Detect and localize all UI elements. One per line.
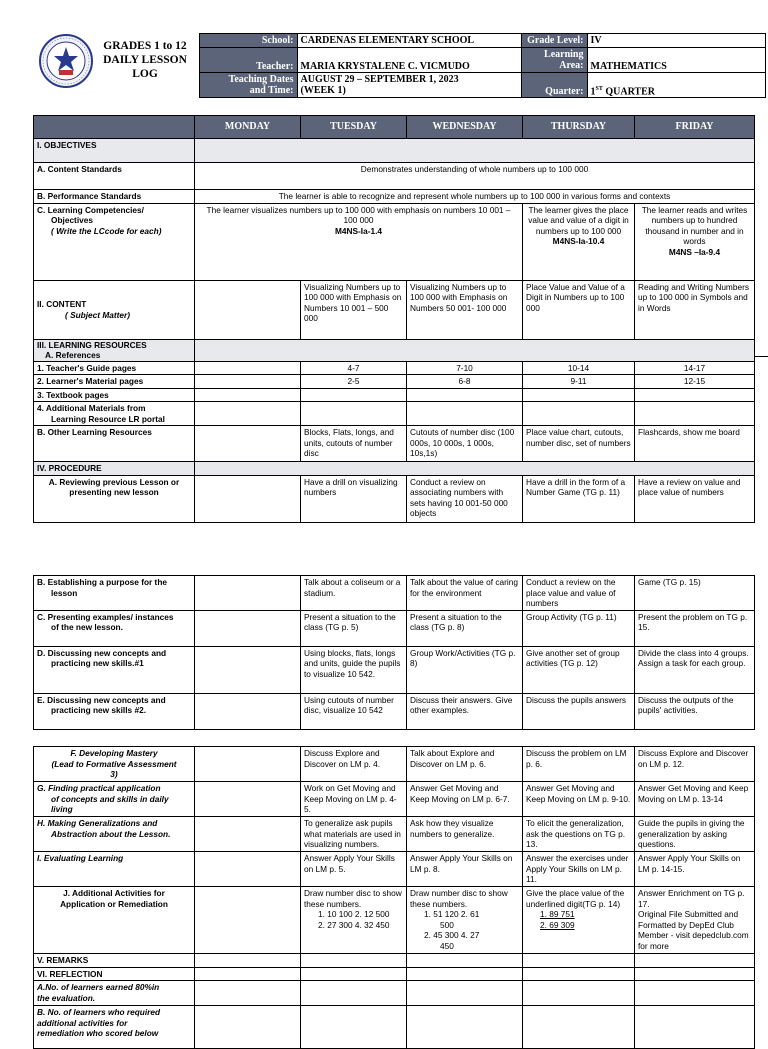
j-tuesday-line-1: 1. 10 100 2. 12 500: [318, 909, 390, 919]
c-wednesday: Present a situation to the class (TG p. 8): [407, 610, 523, 646]
lc-thursday-code: M4NS-Ia-10.4: [552, 236, 605, 246]
am-friday: [635, 402, 755, 426]
day-header-thursday: THURSDAY: [523, 116, 635, 139]
lesson-log-table-part-2: [33, 575, 755, 730]
i-tuesday: Answer Apply Your Skills on LM p. 5.: [301, 852, 407, 887]
d-monday: [195, 646, 301, 693]
procedure-f-label-1: F. Developing Mastery: [70, 748, 158, 758]
teacher-value: MARIA KRYSTALENE C. VICMUDO: [297, 48, 521, 73]
quarter-suffix: ST: [595, 85, 603, 92]
remarks-label: V. REMARKS: [34, 954, 195, 968]
am-tuesday: [301, 402, 407, 426]
teacher-label: Teacher:: [199, 48, 297, 73]
learners-material-label: 2. Learner's Material pages: [34, 375, 195, 389]
rb-monday: [195, 1006, 301, 1049]
tb-tuesday: [301, 388, 407, 402]
procedure-b-label: [34, 576, 195, 611]
teaching-dates-value-2: (WEEK 1): [300, 85, 346, 96]
other-friday: Flashcards, show me board: [635, 426, 755, 462]
log-title-line-1: GRADES 1 to 12: [103, 40, 187, 52]
j-thursday-line-2: 2. 69 309: [540, 919, 575, 930]
e-friday: Discuss the outputs of the pupils' activities.: [635, 693, 755, 729]
school-value: CARDENAS ELEMENTARY SCHOOL: [297, 34, 521, 48]
tb-wednesday: [407, 388, 523, 402]
reflection-tuesday: [301, 967, 407, 981]
procedure-c-label: [34, 610, 195, 646]
learning-competencies-label: [34, 203, 195, 280]
lc-friday-code: M4NS –Ia-9.4: [668, 246, 721, 257]
reflection-a-row: [34, 981, 755, 1006]
reflection-row: [34, 967, 755, 981]
am-wednesday: [407, 402, 523, 426]
c-monday: [195, 610, 301, 646]
i-friday: Answer Apply Your Skills on LM p. 14-15.: [635, 852, 755, 887]
procedure-blank: [195, 462, 755, 476]
learning-resources-title: III. LEARNING RESOURCES: [37, 339, 147, 350]
b-wednesday: Talk about the value of caring for the environment: [407, 576, 523, 611]
d-wednesday: Group Work/Activities (TG p. 8): [407, 646, 523, 693]
textbook-row: [34, 388, 755, 402]
e-monday: [195, 693, 301, 729]
b-thursday: Conduct a review on the place value and value of numbers: [523, 576, 635, 611]
b-friday: Game (TG p. 15): [635, 576, 755, 611]
procedure-j-label-1: J. Additional Activities for: [63, 888, 165, 898]
day-header-row: [34, 116, 755, 139]
content-row: [34, 280, 755, 339]
procedure-d-row: [34, 646, 755, 693]
procedure-e-label: [34, 693, 195, 729]
j-wednesday-line-2b: 450: [440, 940, 454, 951]
ra-monday: [195, 981, 301, 1006]
reflection-a-label: [34, 981, 195, 1006]
reflection-a-label-1: A.No. of learners earned 80%in: [37, 982, 160, 992]
j-friday-credit: Original File Submitted and Formatted by DepEd Club Member - visit depedclub.com for more: [638, 909, 749, 951]
am-thursday: [523, 402, 635, 426]
ra-friday: [635, 981, 755, 1006]
objectives-blank: [195, 139, 755, 163]
procedure-c-label-1: C. Presenting examples/ instances: [37, 611, 174, 622]
other-monday: [195, 426, 301, 462]
content-label-1: II. CONTENT: [37, 299, 87, 309]
procedure-h-row: [34, 817, 755, 852]
school-label: School:: [199, 34, 297, 48]
a-friday: Have a review on value and place value of numbers: [635, 475, 755, 522]
content-label-2: ( Subject Matter): [65, 309, 130, 320]
tg-friday: 14-17: [635, 361, 755, 375]
header-info-table: [33, 33, 766, 98]
tg-tuesday: 4-7: [301, 361, 407, 375]
teaching-dates-label-1: Teaching Dates: [228, 74, 294, 85]
additional-materials-label-2: Learning Resource LR portal: [51, 413, 165, 424]
lesson-log-table-part-1: [33, 115, 755, 523]
additional-materials-label: [34, 402, 195, 426]
procedure-i-label: I. Evaluating Learning: [34, 852, 195, 887]
b-monday: [195, 576, 301, 611]
procedure-i-row: [34, 852, 755, 887]
learners-material-row: [34, 375, 755, 389]
content-thursday: Place Value and Value of a Digit in Numbers up to 100 000: [523, 280, 635, 339]
procedure-f-label: [34, 747, 195, 782]
reflection-b-row: [34, 1006, 755, 1049]
objectives-row: [34, 139, 755, 163]
additional-materials-label-1: 4. Additional Materials from: [37, 403, 146, 413]
learning-competencies-row: [34, 203, 755, 280]
tg-monday: [195, 361, 301, 375]
tg-thursday: 10-14: [523, 361, 635, 375]
j-thursday-intro: Give the place value of the underlined digit(TG p. 14): [526, 888, 625, 909]
g-monday: [195, 782, 301, 817]
d-friday: Divide the class into 4 groups. Assign a task for each group.: [635, 646, 755, 693]
stray-rule-line: [754, 356, 768, 357]
procedure-d-label-2: practicing new skills.#1: [51, 658, 144, 668]
procedure-h-label-2: Abstraction about the Lesson.: [51, 828, 171, 839]
other-tuesday: Blocks, Flats, longs, and units, cutouts of number disc: [301, 426, 407, 462]
procedure-b-row: [34, 576, 755, 611]
teachers-guide-row: [34, 361, 755, 375]
day-header-blank: [34, 116, 195, 139]
remarks-tuesday: [301, 954, 407, 968]
procedure-e-row: [34, 693, 755, 729]
ra-wednesday: [407, 981, 523, 1006]
f-monday: [195, 747, 301, 782]
grade-level-label: Grade Level:: [521, 34, 587, 48]
procedure-f-row: [34, 747, 755, 782]
j-monday: [195, 887, 301, 954]
d-tuesday: Using blocks, flats, longs and units, guide the pupils to visualize 10 542.: [301, 646, 407, 693]
log-title-line-2: DAILY LESSON LOG: [103, 54, 187, 80]
a-wednesday: Conduct a review on associating numbers with sets having 10 001-50 000 objects: [407, 475, 523, 522]
e-wednesday: Discuss their answers. Give other examples.: [407, 693, 523, 729]
ra-tuesday: [301, 981, 407, 1006]
procedure-g-row: [34, 782, 755, 817]
day-header-wednesday: WEDNESDAY: [407, 116, 523, 139]
j-wednesday-intro: Draw number disc to show these numbers.: [410, 888, 508, 909]
remarks-row: [34, 954, 755, 968]
h-wednesday: Ask how they visualize numbers to generalize.: [407, 817, 523, 852]
performance-standards-value: The learner is able to recognize and represent whole numbers up to 100 000 in various forms and contexts: [195, 190, 755, 204]
day-header-monday: MONDAY: [195, 116, 301, 139]
procedure-e-label-1: E. Discussing new concepts and: [37, 694, 166, 705]
lc-mon-wed-text-1: The learner visualizes numbers up to 100 000 with emphasis on numbers 10 001 –: [206, 204, 511, 215]
procedure-j-row: [34, 887, 755, 954]
content-label: [34, 280, 195, 339]
content-friday: Reading and Writing Numbers up to 100 000 in Symbols and in Words: [635, 280, 755, 339]
c-friday: Present the problem on TG p. 15.: [635, 610, 755, 646]
tb-friday: [635, 388, 755, 402]
content-monday: [195, 280, 301, 339]
j-wednesday: [407, 887, 523, 954]
tb-thursday: [523, 388, 635, 402]
reflection-b-label-2: additional activities for: [37, 1017, 128, 1028]
procedure-j-label-2: Application or Remediation: [60, 898, 168, 909]
a-monday: [195, 475, 301, 522]
procedure-g-label-3: living: [51, 804, 73, 814]
reflection-b-label-1: B. No. of learners who required: [37, 1007, 161, 1017]
c-thursday: Group Activity (TG p. 11): [523, 610, 635, 646]
textbook-label: 3. Textbook pages: [34, 388, 195, 402]
procedure-a-row: [34, 475, 755, 522]
reflection-label: VI. REFLECTION: [34, 967, 195, 981]
rb-friday: [635, 1006, 755, 1049]
procedure-b-label-1: B. Establishing a purpose for the: [37, 577, 167, 587]
tg-wednesday: 7-10: [407, 361, 523, 375]
reflection-monday: [195, 967, 301, 981]
lc-mon-wed-text-2: 100 000: [343, 215, 374, 225]
quarter-label: Quarter:: [521, 73, 587, 98]
g-tuesday: Work on Get Moving and Keep Moving on LM p. 4-5.: [301, 782, 407, 817]
objectives-label: I. OBJECTIVES: [34, 139, 195, 163]
lc-label-1: C. Learning Competencies/: [37, 204, 144, 215]
rb-wednesday: [407, 1006, 523, 1049]
f-friday: Discuss Explore and Discover on LM p. 12.: [635, 747, 755, 782]
procedure-c-row: [34, 610, 755, 646]
teaching-dates-value: [297, 73, 521, 98]
teaching-dates-value-1: AUGUST 29 – SEPTEMBER 1, 2023: [300, 74, 459, 85]
lm-friday: 12-15: [635, 375, 755, 389]
content-standards-value: Demonstrates understanding of whole numbers up to 100 000: [195, 163, 755, 190]
remarks-wednesday: [407, 954, 523, 968]
f-tuesday: Discuss Explore and Discover on LM p. 4.: [301, 747, 407, 782]
reflection-thursday: [523, 967, 635, 981]
lm-tuesday: 2-5: [301, 375, 407, 389]
remarks-monday: [195, 954, 301, 968]
procedure-c-label-2: of the new lesson.: [51, 622, 123, 632]
procedure-a-label-1: A. Reviewing previous Lesson or: [48, 476, 180, 487]
c-tuesday: Present a situation to the class (TG p. 5): [301, 610, 407, 646]
other-thursday: Place value chart, cutouts, number disc, set of numbers: [523, 426, 635, 462]
j-tuesday: [301, 887, 407, 954]
am-monday: [195, 402, 301, 426]
procedure-g-label-2: of concepts and skills in daily: [51, 793, 169, 804]
lm-wednesday: 6-8: [407, 375, 523, 389]
j-thursday-line-1: 1. 89 751: [540, 909, 575, 919]
learning-area-value: MATHEMATICS: [587, 48, 765, 73]
procedure-d-label-1: D. Discussing new concepts and: [37, 647, 167, 658]
j-friday-text: Answer Enrichment on TG p. 17.: [638, 888, 745, 909]
content-tuesday: Visualizing Numbers up to 100 000 with Emphasis on Numbers 10 001 – 500 000: [301, 280, 407, 339]
rb-tuesday: [301, 1006, 407, 1049]
i-monday: [195, 852, 301, 887]
teaching-dates-label: [199, 73, 297, 98]
lesson-log-table-part-3: [33, 746, 755, 1049]
j-wednesday-line-1: 1. 51 120 2. 61: [424, 909, 480, 919]
quarter-word: QUARTER: [602, 86, 655, 97]
j-wednesday-line-2: 2. 45 300 4. 27: [424, 930, 480, 940]
other-wednesday: Cutouts of number disc (100 000s, 10 000s, 1 000s, 10s,1s): [407, 426, 523, 462]
lc-mon-wed: [195, 203, 523, 280]
reflection-a-label-2: the evaluation.: [37, 992, 96, 1003]
j-friday: [635, 887, 755, 954]
lc-friday-text: The learner reads and writes numbers up to hundred thousand in number and in words: [641, 204, 748, 246]
reflection-wednesday: [407, 967, 523, 981]
procedure-g-label: [34, 782, 195, 817]
other-resources-label: B. Other Learning Resources: [34, 426, 195, 462]
d-thursday: Give another set of group activities (TG p. 12): [523, 646, 635, 693]
tb-monday: [195, 388, 301, 402]
day-header-friday: FRIDAY: [635, 116, 755, 139]
procedure-f-label-3: 3): [110, 769, 118, 779]
learning-resources-blank: [195, 339, 755, 361]
performance-standards-row: [34, 190, 755, 204]
reflection-b-label-3: remediation who scored below: [37, 1028, 159, 1038]
h-thursday: To elicit the generalization, ask the questions on TG p. 13.: [523, 817, 635, 852]
h-friday: Guide the pupils in giving the generalization by asking questions.: [635, 817, 755, 852]
learning-area-label-1: Learning: [544, 49, 584, 60]
additional-materials-row: [34, 402, 755, 426]
g-friday: Answer Get Moving and Keep Moving on LM p. 13-14: [635, 782, 755, 817]
logo-cell: [33, 34, 199, 98]
b-tuesday: Talk about a coliseum or a stadium.: [301, 576, 407, 611]
h-monday: [195, 817, 301, 852]
learning-resources-label: [34, 339, 195, 361]
f-thursday: Discuss the problem on LM p. 6.: [523, 747, 635, 782]
procedure-h-label-1: H. Making Generalizations and: [37, 818, 158, 828]
j-tuesday-intro: Draw number disc to show these numbers.: [304, 888, 402, 909]
reflection-friday: [635, 967, 755, 981]
learning-area-label-2: Area:: [559, 60, 584, 71]
i-wednesday: Answer Apply Your Skills on LM p. 8.: [407, 852, 523, 887]
procedure-e-label-2: practicing new skills #2.: [51, 705, 146, 715]
other-resources-row: [34, 426, 755, 462]
grade-level-value: IV: [587, 34, 765, 48]
j-tuesday-line-2: 2. 27 300 4. 32 450: [318, 919, 390, 930]
procedure-row: [34, 462, 755, 476]
g-wednesday: Answer Get Moving and Keep Moving on LM p. 6-7.: [407, 782, 523, 817]
lm-monday: [195, 375, 301, 389]
a-tuesday: Have a drill on visualizing numbers: [301, 475, 407, 522]
lc-friday: [635, 203, 755, 280]
teaching-dates-label-2: and Time:: [249, 85, 294, 96]
f-wednesday: Talk about Explore and Discover on LM p. 6.: [407, 747, 523, 782]
procedure-j-label: [34, 887, 195, 954]
learning-resources-row: [34, 339, 755, 361]
lc-thursday: [523, 203, 635, 280]
lc-mon-wed-code: M4NS-Ia-1.4: [334, 225, 383, 236]
learning-area-label: [521, 48, 587, 73]
e-thursday: Discuss the pupils answers: [523, 693, 635, 729]
remarks-thursday: [523, 954, 635, 968]
reflection-b-label: [34, 1006, 195, 1049]
ra-thursday: [523, 981, 635, 1006]
g-thursday: Answer Get Moving and Keep Moving on LM p. 9-10.: [523, 782, 635, 817]
references-label: A. References: [45, 350, 101, 360]
h-tuesday: To generalize ask pupils what materials are used in visualizing numbers.: [301, 817, 407, 852]
a-thursday: Have a drill in the form of a Number Game (TG p. 11): [523, 475, 635, 522]
day-header-tuesday: TUESDAY: [301, 116, 407, 139]
quarter-value: [587, 73, 765, 98]
procedure-label: IV. PROCEDURE: [34, 462, 195, 476]
quarter-number: 1: [590, 86, 596, 97]
procedure-a-label: [34, 475, 195, 522]
lc-thursday-text: The learner gives the place value and value of a digit in numbers up to 100 000: [528, 204, 629, 236]
remarks-friday: [635, 954, 755, 968]
lm-thursday: 9-11: [523, 375, 635, 389]
j-wednesday-line-1b: 500: [440, 919, 454, 930]
i-thursday: Answer the exercises under Apply Your Skills on LM p. 11.: [523, 852, 635, 887]
e-tuesday: Using cutouts of number disc, visualize 10 542: [301, 693, 407, 729]
content-wednesday: Visualizing Numbers up to 100 000 with Emphasis on Numbers 50 001- 100 000: [407, 280, 523, 339]
procedure-h-label: [34, 817, 195, 852]
procedure-d-label: [34, 646, 195, 693]
procedure-g-label-1: G. Finding practical application: [37, 783, 161, 793]
lc-label-2: Objectives: [51, 215, 93, 225]
lc-label-3: ( Write the LCcode for each): [51, 225, 162, 236]
procedure-a-label-2: presenting new lesson: [69, 487, 159, 497]
rb-thursday: [523, 1006, 635, 1049]
performance-standards-label: B. Performance Standards: [34, 190, 195, 204]
content-standards-label: A. Content Standards: [34, 163, 195, 190]
procedure-f-label-2: (Lead to Formative Assessment: [51, 758, 177, 769]
content-standards-row: [34, 163, 755, 190]
teachers-guide-label: 1. Teacher's Guide pages: [34, 361, 195, 375]
j-thursday: [523, 887, 635, 954]
procedure-b-label-2: lesson: [51, 587, 78, 598]
